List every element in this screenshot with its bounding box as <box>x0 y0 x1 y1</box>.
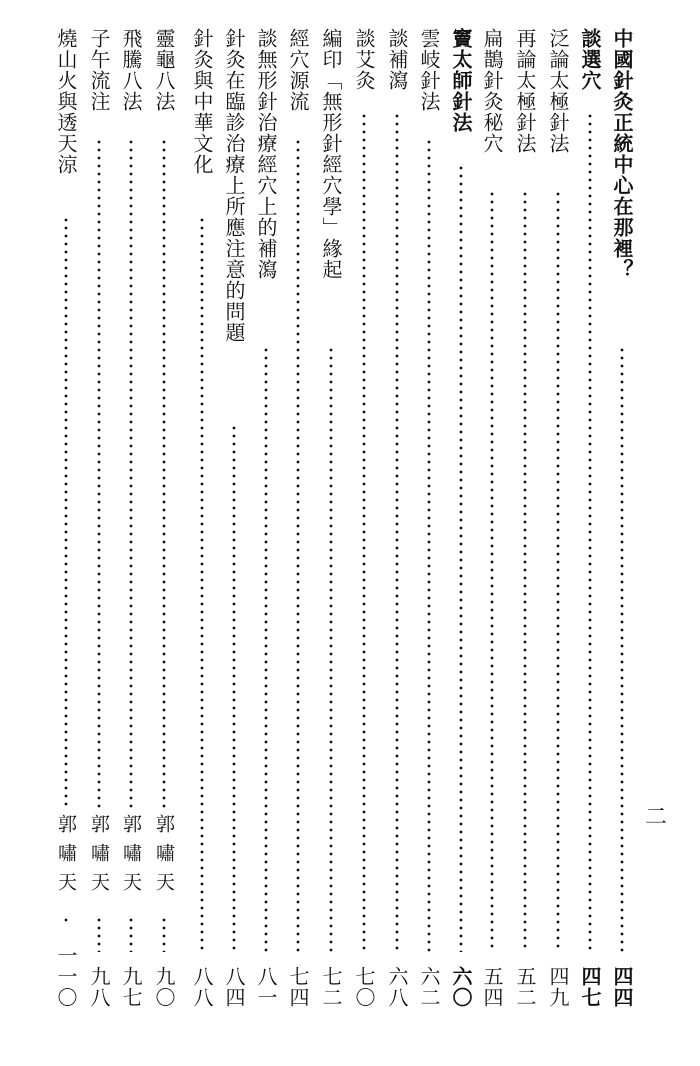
toc-entry <box>577 28 603 1008</box>
toc-entry-page: 一一〇 <box>54 945 78 1008</box>
leader-dots <box>395 112 399 952</box>
toc-entry-page: 七四 <box>286 966 310 1008</box>
leader-dots <box>620 346 624 952</box>
leader-dots <box>490 190 494 952</box>
toc-entry <box>285 28 311 1008</box>
toc-entry-title: 談無形針治療經穴上的補瀉 <box>254 28 278 280</box>
toc-entry <box>318 28 344 1008</box>
toc-entry-page: 四七 <box>578 966 602 1008</box>
toc-entry-title: 談補瀉 <box>385 28 409 91</box>
toc-entry-title: 泛論太極針法 <box>546 28 570 154</box>
leader-dots <box>329 346 333 952</box>
toc-entry-title: 再論太極針法 <box>513 28 537 154</box>
toc-entry-page: 九〇 <box>152 966 176 1008</box>
toc-entry-page: 九八 <box>87 966 111 1008</box>
toc-entry <box>609 28 635 1008</box>
leader-dots <box>64 916 68 926</box>
leader-dots <box>200 216 204 952</box>
toc-entry-title: 靈龜八法 <box>152 28 176 112</box>
toc-entry-page: 八八 <box>190 966 214 1008</box>
toc-entry-page: 九七 <box>119 966 143 1008</box>
toc-entry <box>416 28 442 1008</box>
toc-entry-title: 扁鵲針灸秘穴 <box>480 28 504 154</box>
toc-entry-title: 編印「無形針經穴學」緣起 <box>319 28 343 280</box>
leader-dots <box>588 112 592 952</box>
toc-entry <box>351 28 377 1008</box>
toc-entry-title: 針灸與中華文化 <box>190 28 214 175</box>
toc-entry-page: 六八 <box>385 966 409 1008</box>
toc-entry <box>86 28 112 1008</box>
toc-entry-title: 竇太師針法 <box>449 28 473 133</box>
toc-entry-page: 六二 <box>417 966 441 1008</box>
leader-dots <box>129 138 133 808</box>
leader-dots <box>97 138 101 808</box>
toc-entry <box>118 28 144 1008</box>
toc-entry-page: 八四 <box>222 966 246 1008</box>
toc-entry <box>448 28 474 1008</box>
leader-dots <box>427 138 431 952</box>
toc-entry-title: 雲岐針法 <box>417 28 441 112</box>
toc-entry-page: 七〇 <box>352 966 376 1008</box>
toc-entry-page: 五四 <box>480 966 504 1008</box>
toc-entry <box>253 28 279 1008</box>
toc-entry <box>189 28 215 1008</box>
page-number: 二 <box>645 805 668 830</box>
toc-entry <box>221 28 247 1008</box>
toc-entry-author: 郭嘯天 <box>153 814 175 901</box>
toc-entry-page: 四九 <box>546 966 570 1008</box>
toc-entry-title: 中國針灸正統中心在那裡？ <box>610 28 634 280</box>
toc-entry-page: 五二 <box>513 966 537 1008</box>
leader-dots <box>162 138 166 808</box>
leader-dots <box>232 424 236 952</box>
toc-entry <box>151 28 177 1008</box>
toc-entry-title: 子午流注 <box>87 28 111 112</box>
toc-entry <box>479 28 505 1008</box>
toc-entry-page: 六〇 <box>449 966 473 1008</box>
toc-entry-title: 針灸在臨診治療上所應注意的問題 <box>222 28 246 343</box>
toc-entry-page: 四四 <box>610 966 634 1008</box>
leader-dots <box>162 916 166 952</box>
leader-dots <box>362 112 366 952</box>
toc-entry-page: 七二 <box>319 966 343 1008</box>
toc-entry <box>512 28 538 1008</box>
toc-entry-title: 談選穴 <box>578 28 602 91</box>
toc-entry-title: 飛騰八法 <box>119 28 143 112</box>
toc-entry <box>53 28 79 1008</box>
toc-entry-author: 郭嘯天 <box>120 814 142 901</box>
leader-dots <box>264 346 268 952</box>
toc-entry-title: 經穴源流 <box>286 28 310 112</box>
leader-dots <box>296 138 300 952</box>
toc-entry-title: 談艾灸 <box>352 28 376 91</box>
leader-dots <box>64 216 68 808</box>
toc-entry <box>384 28 410 1008</box>
leader-dots <box>129 916 133 952</box>
leader-dots <box>97 916 101 952</box>
toc-entry-author: 郭嘯天 <box>55 814 77 901</box>
toc-entry-page: 八一 <box>254 966 278 1008</box>
leader-dots <box>556 190 560 952</box>
toc-entry <box>545 28 571 1008</box>
leader-dots <box>523 190 527 952</box>
toc-entry-author: 郭嘯天 <box>88 814 110 901</box>
leader-dots <box>459 164 463 952</box>
toc-entry-title: 燒山火與透天涼 <box>54 28 78 175</box>
